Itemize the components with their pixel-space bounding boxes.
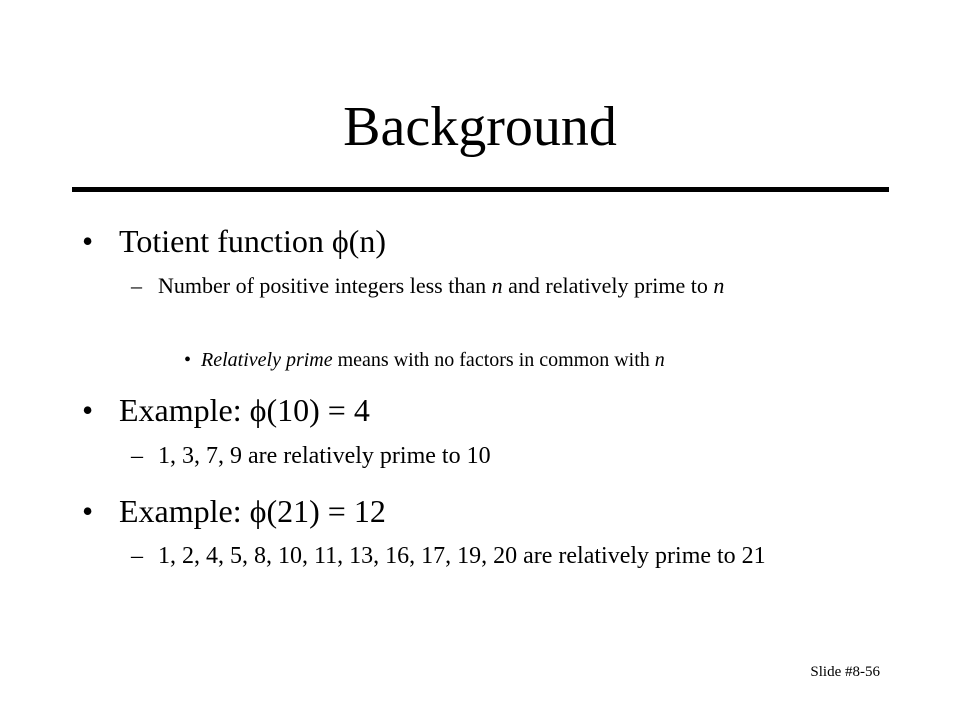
definition-text-part1: Number of positive integers less than — [158, 273, 492, 298]
bullet-dot: • — [82, 223, 94, 259]
sub-bullet-totient-definition — [131, 271, 881, 300]
dash-marker: – — [131, 543, 143, 569]
definition-text-part2: and relatively prime to — [502, 273, 714, 298]
bullet-dot: • — [184, 349, 192, 371]
bullet-text: Example: ϕ(10) = 4 — [119, 392, 370, 428]
sub-bullet-phi-21-values — [131, 541, 881, 571]
sub-bullet-text — [158, 271, 881, 300]
sub-bullet-text: 1, 3, 7, 9 are relatively prime to 10 — [158, 443, 491, 469]
sub-sub-bullet-text — [201, 348, 665, 372]
definition-rest: means with no factors in common with — [332, 349, 655, 371]
bullet-dot: • — [82, 493, 94, 529]
dash-marker: – — [131, 273, 142, 298]
sub-bullet-phi-10-values — [131, 441, 881, 471]
sub-bullet-text: 1, 2, 4, 5, 8, 10, 11, 13, 16, 17, 19, 20 are relatively prime to 21 — [158, 543, 766, 569]
slide-number-footer: Slide #8-56 — [810, 664, 880, 680]
bullet-text: Example: ϕ(21) = 12 — [119, 493, 386, 529]
definition-var-n: n — [654, 349, 665, 371]
term-relatively-prime: Relatively prime — [201, 349, 333, 371]
definition-var-n-second: n — [713, 273, 725, 298]
title-underline-rule — [72, 187, 889, 192]
bullet-dot: • — [82, 392, 94, 428]
dash-marker: – — [131, 443, 143, 469]
definition-var-n: n — [491, 273, 503, 298]
slide-title: Background — [343, 96, 617, 158]
bullet-text: Totient function ϕ(n) — [119, 223, 386, 259]
